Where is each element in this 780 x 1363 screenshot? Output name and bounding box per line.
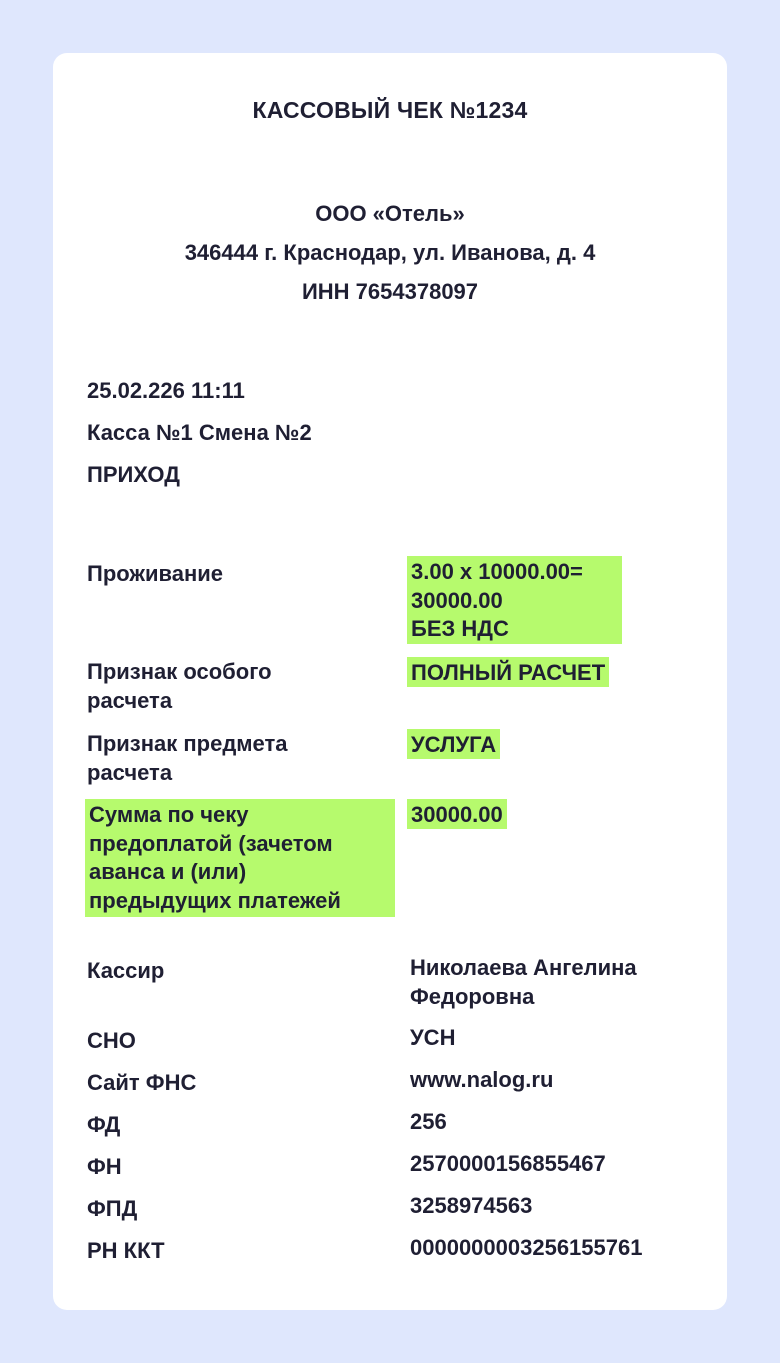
subject-sign-label — [87, 729, 387, 787]
prepaid-sum-label-line: предоплатой (зачетом — [89, 830, 333, 856]
register-shift: Касса №1 Смена №2 — [87, 420, 312, 445]
sno-label: СНО — [87, 1028, 136, 1053]
subject-sign-label-line: Признак предмета — [87, 731, 288, 756]
item-value-line: 30000.00 — [411, 587, 503, 613]
cashier-value-line: Николаева Ангелина — [410, 955, 637, 980]
fd-label: ФД — [87, 1112, 121, 1137]
receipt-card — [53, 53, 727, 1310]
settlement-sign-value: ПОЛНЫЙ РАСЧЕТ — [407, 657, 609, 687]
company-name: ООО «Отель» — [315, 201, 465, 226]
cashier-value-line: Федоровна — [410, 984, 535, 1009]
prepaid-sum-label-line: Сумма по чеку — [89, 802, 249, 827]
item-value-line: 3.00 х 10000.00= — [411, 559, 583, 584]
fn-label: ФН — [87, 1154, 122, 1179]
company-inn: ИНН 7654378097 — [301, 279, 479, 304]
prepaid-sum-value: 30000.00 — [407, 799, 507, 829]
settlement-sign-label — [87, 657, 387, 715]
subject-sign-value: УСЛУГА — [407, 729, 500, 759]
prepaid-sum-label-line: аванса и (или) — [89, 859, 247, 884]
rn-kkt-label: РН ККТ — [87, 1238, 165, 1263]
item-label: Проживание — [87, 561, 224, 586]
fpd-value: 3258974563 — [410, 1193, 533, 1218]
item-value-line: БЕЗ НДС — [411, 616, 509, 641]
fns-site-value: www.nalog.ru — [410, 1067, 554, 1092]
cashier-label: Кассир — [87, 958, 165, 983]
rn-kkt-value: 0000000003256155761 — [410, 1235, 643, 1260]
cashier-value — [410, 953, 710, 1011]
prepaid-sum-label — [85, 799, 395, 917]
prepaid-sum-label-line: предыдущих платежей — [89, 887, 341, 913]
settlement-sign-label-line: Признак особого — [87, 659, 272, 684]
receipt-datetime: 25.02.226 11:11 — [87, 378, 245, 403]
fns-site-label: Сайт ФНС — [87, 1070, 197, 1095]
item-value-block — [407, 556, 622, 644]
fd-value: 256 — [410, 1109, 447, 1134]
receipt-title: КАССОВЫЙ ЧЕК №1234 — [252, 97, 528, 123]
sno-value: УСН — [410, 1025, 456, 1050]
fn-value: 2570000156855467 — [410, 1151, 606, 1176]
subject-sign-label-line: расчета — [87, 760, 173, 785]
fpd-label: ФПД — [87, 1196, 138, 1221]
settlement-sign-label-line: расчета — [87, 688, 173, 713]
operation-type: ПРИХОД — [87, 462, 180, 487]
company-address: 346444 г. Краснодар, ул. Иванова, д. 4 — [184, 240, 596, 265]
